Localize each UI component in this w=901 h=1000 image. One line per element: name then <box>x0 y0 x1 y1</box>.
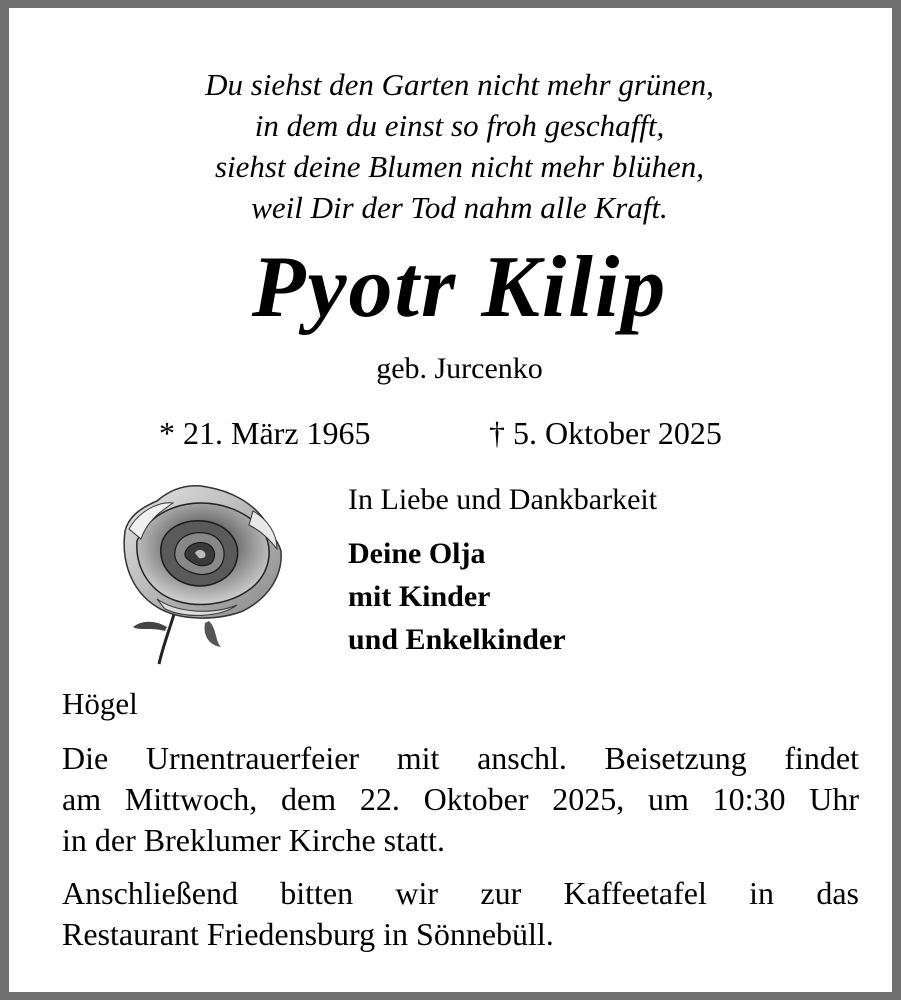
poem-line: Du siehst den Garten nicht mehr grünen, <box>205 67 714 102</box>
mourner-line: mit Kinder <box>348 580 491 613</box>
rose-icon <box>117 481 285 666</box>
signoff-line: In Liebe und Dankbarkeit <box>348 483 658 516</box>
service-line: Die Urnentrauerfeier mit anschl. Beisetzung findet <box>62 740 859 776</box>
service-line: am Mittwoch, dem 22. Oktober 2025, um 10:30 Uhr <box>62 781 859 817</box>
death-date: † 5. Oktober 2025 <box>489 415 722 451</box>
memorial-poem <box>9 64 901 228</box>
reception-paragraph <box>62 873 859 955</box>
maiden-name: geb. Jurcenko <box>376 352 543 385</box>
mourner-line: Deine Olja <box>348 537 486 570</box>
place-name: Högel <box>62 686 138 721</box>
reception-line: Restaurant Friedensburg in Sönnebüll. <box>62 916 554 952</box>
mourners-list <box>348 532 566 661</box>
service-paragraph <box>62 738 859 861</box>
poem-line: weil Dir der Tod nahm alle Kraft. <box>251 190 668 225</box>
mourner-line: und Enkelkinder <box>348 623 566 656</box>
deceased-name: Pyotr Kilip <box>251 239 668 336</box>
poem-line: siehst deine Blumen nicht mehr blühen, <box>214 149 704 184</box>
birth-date: * 21. März 1965 <box>159 415 371 451</box>
poem-line: in dem du einst so froh geschafft, <box>254 108 665 143</box>
reception-line: Anschließend bitten wir zur Kaffeetafel in das <box>62 875 859 911</box>
service-line: in der Breklumer Kirche statt. <box>62 822 445 858</box>
